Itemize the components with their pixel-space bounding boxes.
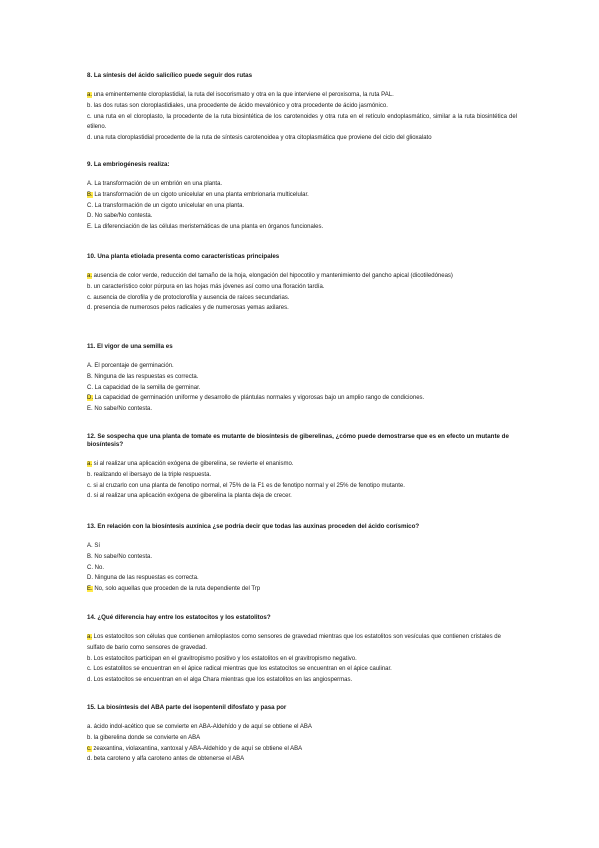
option-text: ausencia de color verde, reducción del tamaño de la hoja, elongación del hipocotilo y mantenimiento del gancho apical (dicotiledóneas) [92, 273, 453, 279]
option-text: beta caroteno y alfa caroteno antes de obtenerse el ABA [92, 756, 245, 763]
option-text: ausencia de clorofila y de protoclorofila y ausencia de raíces secundarias. [91, 294, 290, 301]
option-c [87, 201, 517, 212]
option-d [87, 491, 517, 502]
option-text: las dos rutas son cloroplastidiales, una procedente de ácido mevalónico y otra procedente de ácido jasmónico. [92, 102, 388, 109]
option-text: una ruta cloroplastidial procedente de la ruta de síntesis carotenoidea y otra citoplasmática que proviene del ciclo del glioxalato [92, 135, 432, 142]
option-letter: b. [87, 283, 93, 290]
option-d [87, 573, 517, 584]
option-text: La transformación de un embrión en una planta. [92, 181, 223, 187]
option-c [87, 481, 517, 492]
option-text: la giberelina donde se convierte en ABA [92, 734, 201, 741]
option-letter: d. [87, 305, 93, 312]
question-title: 14. ¿Qué diferencia hay entre los estatocitos y los estatolitos? [87, 614, 271, 621]
option-c [87, 293, 517, 304]
question-title: 13. En relación con la biosíntesis auxínica ¿se podría decir que todas las auxinas proceden del ácido corísmico? [87, 523, 420, 530]
option-letter: B. [87, 373, 93, 380]
option-a [87, 632, 517, 654]
option-letter: a. [87, 273, 93, 279]
option-letter: c. [87, 745, 92, 752]
question-13 [87, 523, 517, 595]
option-text: Ninguna de las respuestas es correcta. [92, 373, 199, 380]
option-d [87, 133, 517, 144]
option-d [87, 754, 517, 765]
question-11 [87, 343, 517, 415]
option-d [87, 675, 517, 686]
option-letter: a. [87, 461, 93, 467]
question-title: 9. La embriogénesis realiza: [87, 161, 170, 168]
option-text: Los estatolitos se encuentran en el ápice radical mientras que los estatocitos se encuentran en el ápice caulinar. [91, 666, 392, 673]
option-b [87, 470, 517, 481]
option-e [87, 222, 517, 233]
option-letter: b. [87, 102, 93, 109]
option-text: ácido indol-acético que se convierte en ABA-Aldehído y de aquí se obtiene el ABA [92, 724, 312, 730]
option-a [87, 271, 517, 282]
option-text: Los estatocitos participan en el gravitropismo positivo y los estatolitos en el gravitropismo negativo. [92, 655, 357, 662]
option-text: No, solo aquellas que proceden de la ruta dependiente del Trp [92, 586, 261, 593]
option-letter: c. [87, 666, 92, 673]
option-b [87, 190, 517, 201]
option-letter: A. [87, 543, 93, 549]
question-12 [87, 433, 517, 502]
option-letter: D. [87, 575, 93, 582]
option-text: No sabe/No contesta. [92, 406, 153, 413]
option-letter: c. [87, 113, 92, 120]
option-c [87, 744, 517, 755]
option-b [87, 552, 517, 563]
option-text: No sabe/No contesta. [93, 213, 153, 220]
question-14 [87, 614, 517, 686]
option-letter: B. [87, 553, 93, 560]
option-text: No sabe/No contesta. [92, 553, 153, 560]
option-text: realizando el ibersayo de la triple respuesta. [92, 471, 212, 478]
option-b [87, 282, 517, 293]
option-text: si al realizar una aplicación exógena de giberelina, se revierte el enanismo. [92, 461, 294, 467]
option-letter: A. [87, 363, 93, 369]
option-text: Ninguna de las respuestas es correcta. [93, 575, 199, 582]
option-e [87, 404, 517, 415]
option-text: una eminentemente cloroplastidial, la ruta del isocorismato y otra en la que interviene el peroxisoma, la ruta PAL. [92, 92, 394, 98]
question-15 [87, 704, 517, 765]
option-b [87, 372, 517, 383]
option-text: No. [93, 564, 105, 571]
option-a [87, 722, 517, 733]
question-title: 8. La síntesis del ácido salicílico puede seguir dos rutas [87, 72, 253, 79]
option-letter: b. [87, 655, 93, 662]
question-8 [87, 72, 517, 144]
option-d [87, 393, 517, 404]
option-letter: C. [87, 202, 93, 209]
option-letter: a. [87, 724, 93, 730]
option-text: El porcentaje de germinación. [92, 363, 174, 369]
option-d [87, 303, 517, 314]
question-10 [87, 253, 517, 314]
option-text: un característico color púrpura en las hojas más jóvenes así como una floración tardía. [92, 283, 325, 290]
option-letter: b. [87, 734, 93, 741]
option-c [87, 383, 517, 394]
option-letter: A. [87, 181, 93, 187]
option-text: una ruta en el cloroplasto, la procedente de la ruta biosintética de los carotenoides y otra ruta en el retículo endoplasmático, similar a la ruta biosintética del etileno. [87, 113, 517, 131]
option-letter: c. [87, 482, 92, 489]
option-text: Los estatocitos se encuentran en el alga Chara mientras que los estatolitos en las angiospermas. [92, 677, 353, 684]
option-letter: C. [87, 384, 93, 391]
option-e [87, 584, 517, 595]
option-text: La capacidad de la semilla de germinar. [93, 384, 201, 391]
option-a [87, 459, 517, 470]
option-letter: D. [87, 395, 93, 402]
option-text: zeaxantina, violaxantina, xantoxal y ABA-Aldehído y de aquí se obtiene el ABA [91, 745, 303, 752]
option-text: Sí [92, 543, 101, 549]
option-a [87, 179, 517, 190]
option-text: si al realizar una aplicación exógena de giberelina la planta deja de crecer. [92, 493, 292, 500]
option-letter: d. [87, 677, 93, 684]
option-a [87, 361, 517, 372]
option-c [87, 112, 517, 134]
option-text: si al cruzarlo con una planta de fenotipo normal, el 75% de la F1 es de fenotipo normal y el 25% de fenotipo mutante. [91, 482, 405, 489]
option-letter: d. [87, 756, 93, 763]
option-letter: b. [87, 471, 93, 478]
question-title: 12. Se sospecha que una planta de tomate es mutante de biosíntesis de giberelinas, ¿cómo puede demostrarse que es en efecto un mutante de biosíntesis? [87, 433, 509, 448]
option-letter: E. [87, 586, 93, 593]
option-text: La transformación de un cigoto unicelular en una planta embrionaria multicelular. [92, 191, 309, 198]
option-text: La transformación de un cigoto unicelular en una planta. [93, 202, 245, 209]
question-title: 11. El vigor de una semilla es [87, 343, 173, 350]
option-text: La capacidad de germinación uniforme y desarrollo de plántulas normales y vigorosas bajo un amplio rango de condiciones. [93, 395, 425, 402]
question-title: 15. La biosíntesis del ABA parte del isopentenil difosfato y pasa por [87, 704, 287, 711]
option-text: La diferenciación de las células meristemáticas de una planta en órganos funcionales. [92, 224, 324, 231]
option-text: Los estatocitos son células que contienen amiloplastos como sensores de gravedad mientras que los estatolitos son vesículas que contienen cristales de sulfato de bario como sensores de gravedad. [87, 634, 501, 651]
option-letter: d. [87, 135, 93, 142]
option-b [87, 654, 517, 665]
question-9 [87, 161, 517, 233]
option-b [87, 101, 517, 112]
option-text: presencia de numerosos pelos radicales y de numerosas yemas axilares. [92, 305, 289, 312]
option-letter: D. [87, 213, 93, 220]
option-d [87, 211, 517, 222]
option-a [87, 541, 517, 552]
option-letter: B. [87, 191, 93, 198]
option-letter: d. [87, 493, 93, 500]
option-letter: C. [87, 564, 93, 571]
option-c [87, 563, 517, 574]
option-a [87, 90, 517, 101]
option-c [87, 664, 517, 675]
option-letter: a. [87, 92, 93, 98]
option-letter: E. [87, 406, 93, 413]
option-letter: E. [87, 224, 93, 231]
question-title: 10. Una planta etiolada presenta como características principales [87, 253, 280, 260]
option-letter: c. [87, 294, 92, 301]
option-b [87, 733, 517, 744]
option-letter: a. [87, 634, 93, 640]
